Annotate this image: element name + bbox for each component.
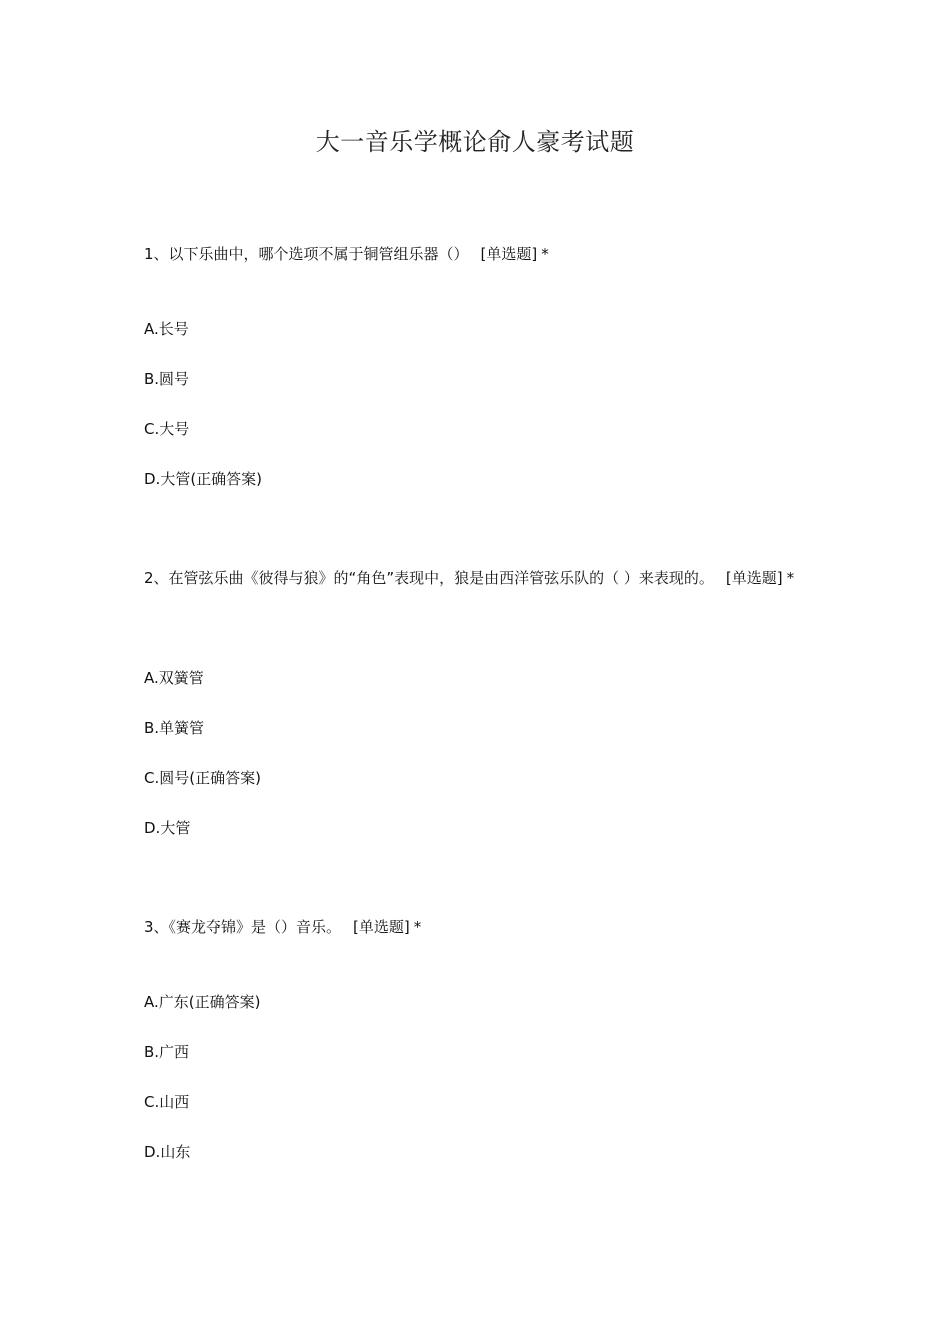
question-2-option-a: A.双簧管 bbox=[144, 669, 204, 687]
question-2-stem bbox=[144, 566, 810, 591]
question-2-option-d: D.大管 bbox=[144, 819, 191, 837]
question-3-option-d: D.山东 bbox=[144, 1143, 191, 1161]
question-2-type: [单选题] bbox=[725, 569, 783, 587]
question-3-stem bbox=[144, 915, 810, 940]
question-3-text: 3、《赛龙夺锦》是（）音乐。 bbox=[144, 918, 342, 936]
question-2-required-mark: * bbox=[786, 569, 795, 587]
question-2-option-b: B.单簧管 bbox=[144, 719, 205, 737]
question-2-text: 2、在管弦乐曲《彼得与狼》的“角色”表现中，狼是由西洋管弦乐队的（ ）来表现的。 bbox=[144, 569, 714, 587]
question-1-required-mark: * bbox=[541, 245, 549, 263]
question-1-text: 1、以下乐曲中，哪个选项不属于铜管组乐器（） bbox=[144, 245, 469, 263]
document-title: 大一音乐学概论俞人豪考试题 bbox=[315, 128, 635, 156]
question-1-option-b: B.圆号 bbox=[144, 370, 190, 388]
question-1-option-c: C.大号 bbox=[144, 420, 190, 438]
question-2-option-c: C.圆号(正确答案) bbox=[144, 769, 261, 787]
question-3-option-c: C.山西 bbox=[144, 1093, 190, 1111]
question-3-option-b: B.广西 bbox=[144, 1043, 190, 1061]
question-3-option-a: A.广东(正确答案) bbox=[144, 993, 261, 1011]
question-1-stem bbox=[144, 242, 810, 267]
question-1-option-d: D.大管(正确答案) bbox=[144, 470, 263, 488]
question-1-option-a: A.长号 bbox=[144, 320, 189, 338]
question-1-type: [单选题] bbox=[480, 245, 538, 263]
question-3-type: [单选题] bbox=[353, 918, 410, 936]
question-3-required-mark: * bbox=[413, 918, 422, 936]
